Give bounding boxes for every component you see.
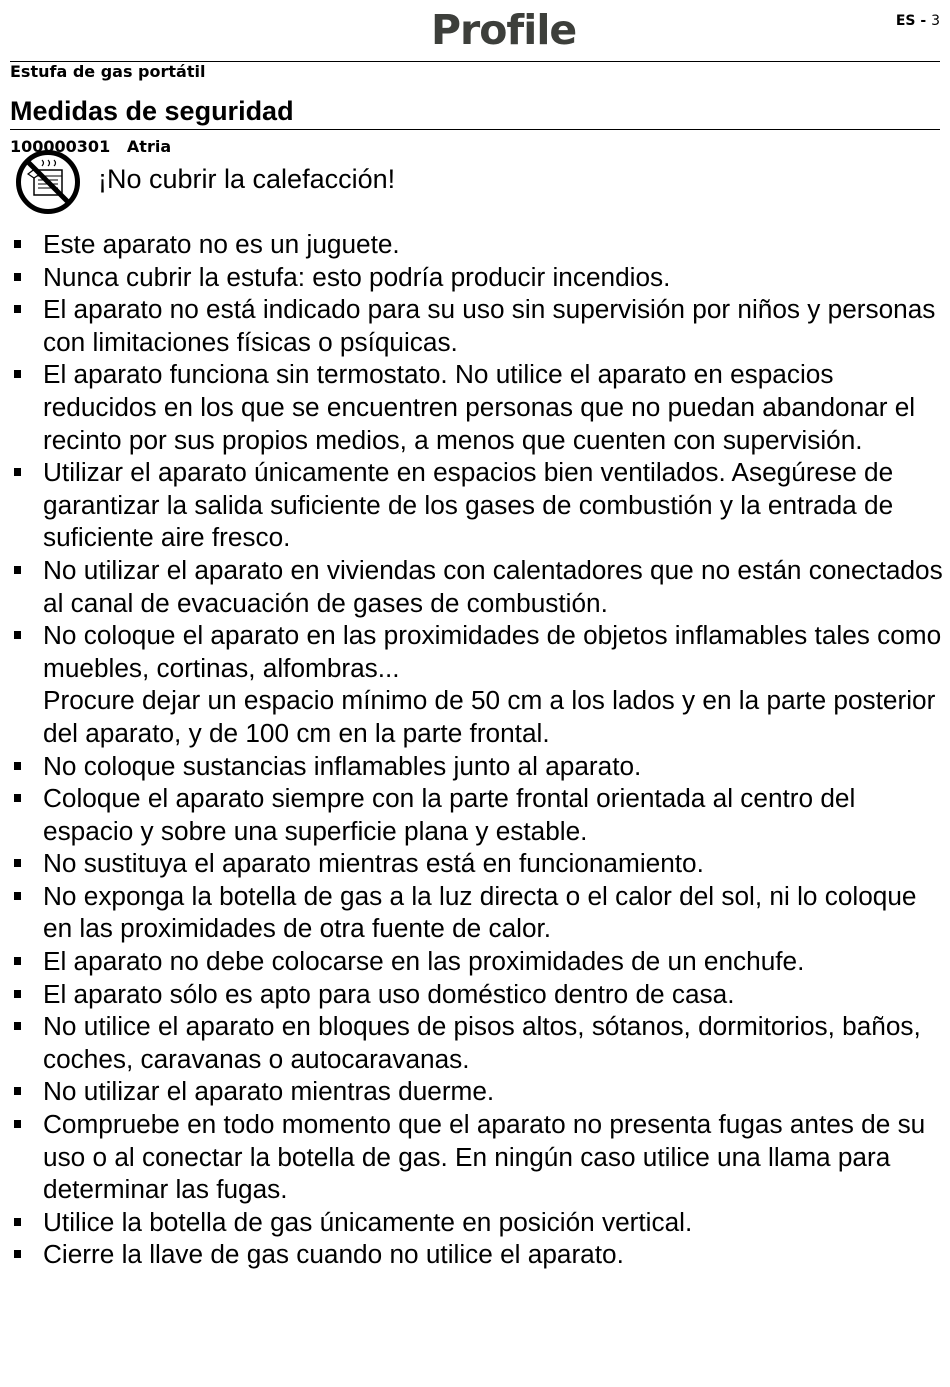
page-number-value: 3 [931,13,940,29]
list-item: No coloque el aparato en las proximidades de objetos inflamables tales como muebles, cortinas, alfombras... Procure dejar un espacio mínimo de 50 cm a los lados y en la parte posterior del aparato, y de 100 cm en la parte frontal. [10,619,945,749]
language-code: ES [895,13,916,29]
do-not-cover-icon [14,148,82,216]
list-item: No utilizar el aparato en viviendas con calentadores que no están conectados al canal de evacuación de gases de combustión. [10,554,945,619]
safety-rules-list [10,228,945,1271]
list-item: No exponga la botella de gas a la luz directa o el calor del sol, ni lo coloque en las proximidades de otra fuente de calor. [10,880,945,945]
list-item: Compruebe en todo momento que el aparato no presenta fugas antes de su uso o al conectar la botella de gas. En ningún caso utilice una llama para determinar las fugas. [10,1108,945,1206]
list-item-extra: Procure dejar un espacio mínimo de 50 cm a los lados y en la parte posterior del aparato, y de 100 cm en la parte frontal. [43,685,936,748]
profile-logo: Profile [431,6,577,54]
list-item: El aparato sólo es apto para uso doméstico dentro de casa. [10,978,945,1011]
list-item: No sustituya el aparato mientras está en funcionamiento. [10,847,945,880]
list-item: El aparato funciona sin termostato. No utilice el aparato en espacios reducidos en los que se encuentren personas que no puedan abandonar el recinto por sus propios medios, a menos que cuenten con supervisión. [10,358,945,456]
warning-row [14,148,914,216]
list-item: No coloque sustancias inflamables junto al aparato. [10,750,945,783]
list-item: Nunca cubrir la estufa: esto podría producir incendios. [10,261,945,294]
list-item: Este aparato no es un juguete. [10,228,945,261]
page-number [896,11,940,31]
section-title: Medidas de seguridad [10,94,940,130]
page-separator: - [915,13,932,29]
list-item: No utilizar el aparato mientras duerme. [10,1075,945,1108]
list-item: El aparato no está indicado para su uso sin supervisión por niños y personas con limitaciones físicas o psíquicas. [10,293,945,358]
list-item: Cierre la llave de gas cuando no utilice el aparato. [10,1238,945,1271]
list-item: El aparato no debe colocarse en las proximidades de un enchufe. [10,945,945,978]
product-code: 100000301 Atria [10,137,172,156]
list-item: Coloque el aparato siempre con la parte frontal orientada al centro del espacio y sobre una superficie plana y estable. [10,782,945,847]
list-item: No utilice el aparato en bloques de pisos altos, sótanos, dormitorios, baños, coches, caravanas o autocaravanas. [10,1010,945,1075]
product-name: Estufa de gas portátil [10,62,206,81]
list-item: Utilice la botella de gas únicamente en posición vertical. [10,1206,945,1239]
warning-text: ¡No cubrir la calefacción! [98,164,396,194]
list-item: Utilizar el aparato únicamente en espacios bien ventilados. Asegúrese de garantizar la salida suficiente de los gases de combustión y la entrada de suficiente aire fresco. [10,456,945,554]
